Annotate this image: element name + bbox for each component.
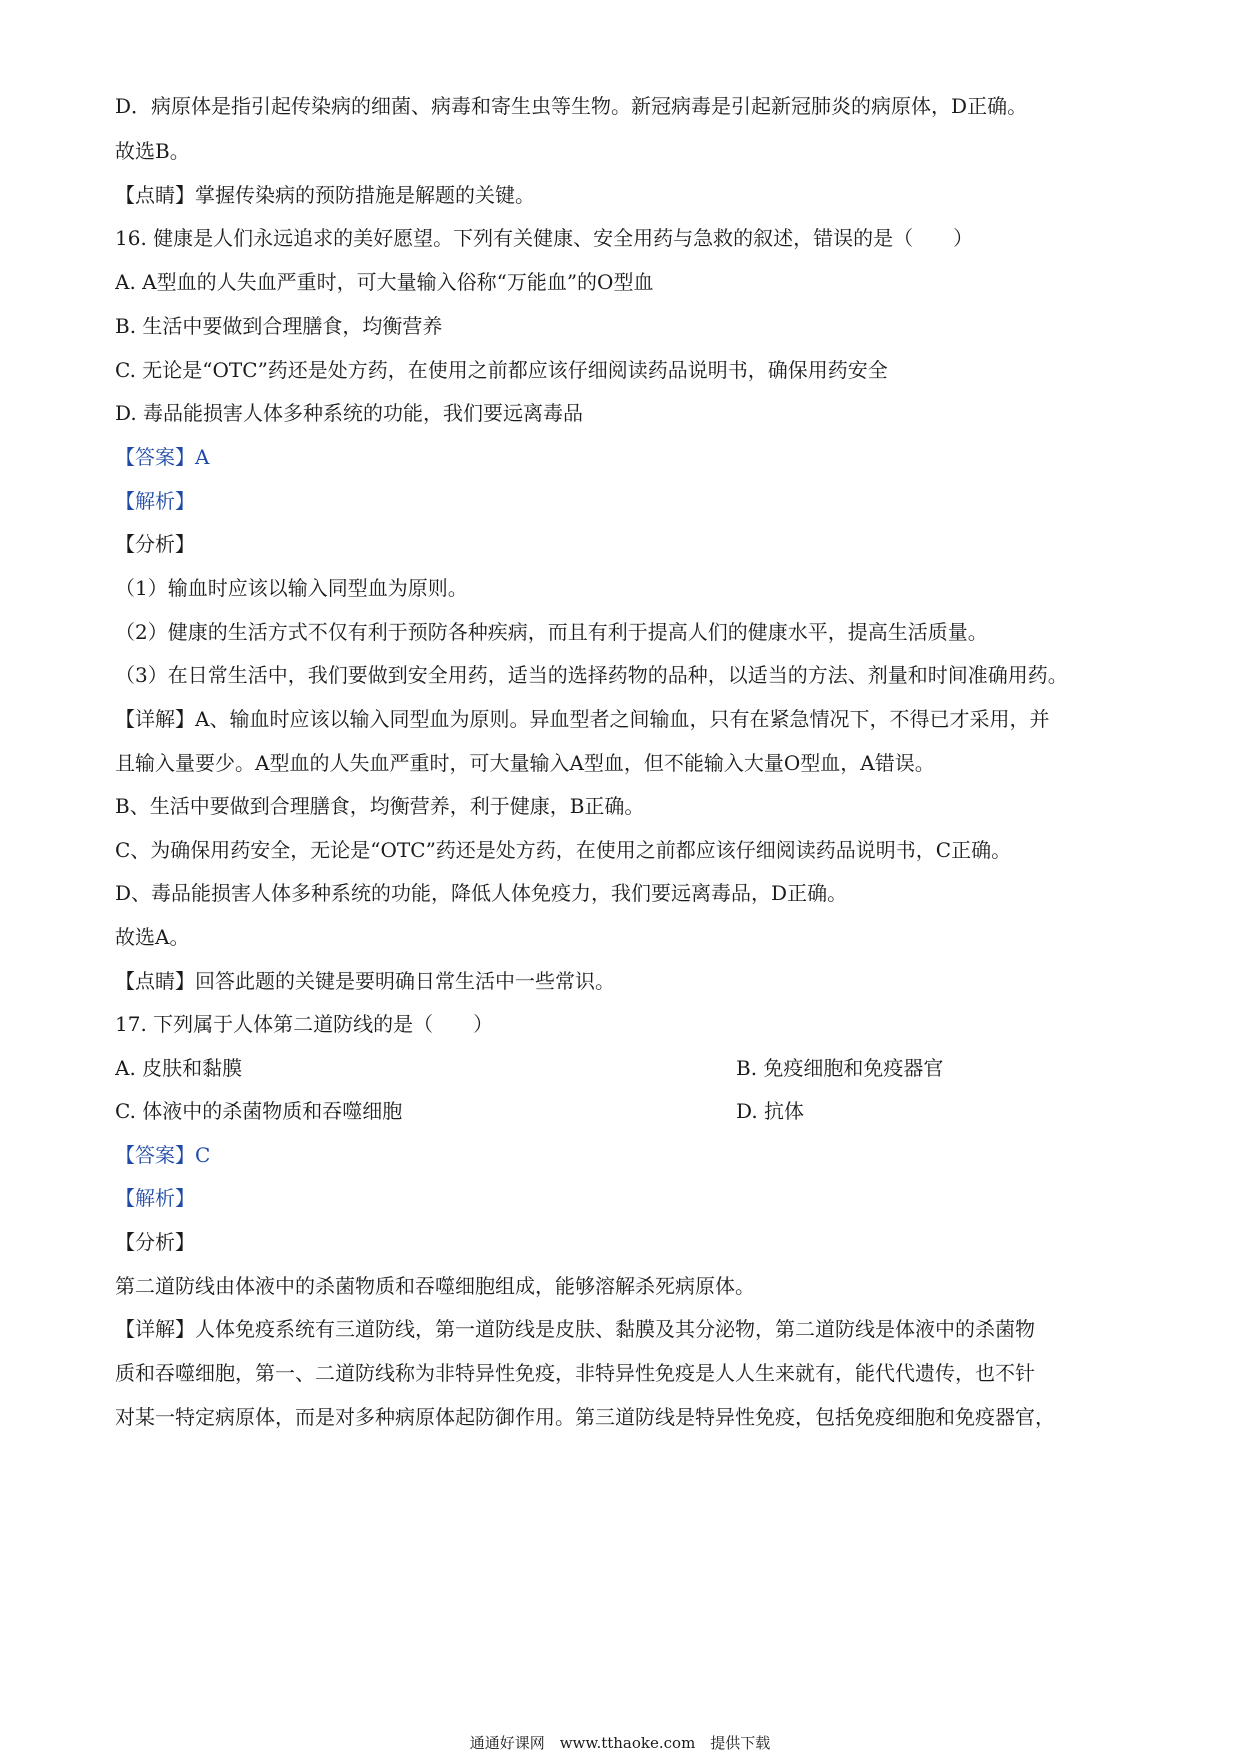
question-17-option-a: A. 皮肤和黏膜 (115, 1056, 243, 1080)
question-16-option-b: B. 生活中要做到合理膳食，均衡营养 (115, 314, 443, 338)
text-line: D、毒品能损害人体多种系统的功能，降低人体免疫力，我们要远离毒品，D正确。 (115, 881, 848, 905)
question-17-options-row-2 (115, 1098, 1135, 1124)
section-label: 【分析】 (115, 532, 195, 556)
text-line: 故选A。 (115, 925, 190, 949)
text-line: 【点睛】回答此题的关键是要明确日常生活中一些常识。 (115, 969, 615, 993)
text-line: D．病原体是指引起传染病的细菌、病毒和寄生虫等生物。新冠病毒是引起新冠肺炎的病原体，D正确。 (115, 94, 1028, 118)
text-line: 【详解】A、输血时应该以输入同型血为原则。异血型者之间输血，只有在紧急情况下，不得已才采用，并 (115, 707, 1050, 731)
question-17-option-d: D. 抗体 (736, 1099, 805, 1123)
analysis-label: 【解析】 (115, 489, 195, 513)
answer-label: 【答案】A (115, 445, 210, 469)
section-label: 【分析】 (115, 1230, 195, 1254)
question-17-option-c: C. 体液中的杀菌物质和吞噬细胞 (115, 1099, 403, 1123)
text-line: （2）健康的生活方式不仅有利于预防各种疾病，而且有利于提高人们的健康水平，提高生活质量。 (115, 620, 988, 644)
text-line: 【点睛】掌握传染病的预防措施是解题的关键。 (115, 183, 535, 207)
text-line: （1）输血时应该以输入同型血为原则。 (115, 576, 468, 600)
text-line: 对某一特定病原体，而是对多种病原体起防御作用。第三道防线是特异性免疫，包括免疫细胞和免疫器官， (115, 1405, 1055, 1429)
text-line: 且输入量要少。A型血的人失血严重时，可大量输入A型血，但不能输入大量O型血，A错误。 (115, 751, 935, 775)
question-17-option-b: B. 免疫细胞和免疫器官 (736, 1056, 944, 1080)
question-16-option-a: A. A型血的人失血严重时，可大量输入俗称“万能血”的O型血 (115, 270, 654, 294)
question-16-option-d: D. 毒品能损害人体多种系统的功能，我们要远离毒品 (115, 401, 584, 425)
question-16-option-c: C. 无论是“OTC”药还是处方药，在使用之前都应该仔细阅读药品说明书，确保用药安全 (115, 358, 888, 382)
text-line: 【详解】人体免疫系统有三道防线，第一道防线是皮肤、黏膜及其分泌物，第二道防线是体液中的杀菌物 (115, 1317, 1035, 1341)
text-line: C、为确保用药安全，无论是“OTC”药还是处方药，在使用之前都应该仔细阅读药品说明书，C正确。 (115, 838, 1012, 862)
text-line: （3）在日常生活中，我们要做到安全用药，适当的选择药物的品种，以适当的方法、剂量和时间准确用药。 (115, 663, 1068, 687)
analysis-label: 【解析】 (115, 1186, 195, 1210)
text-line: B、生活中要做到合理膳食，均衡营养，利于健康，B正确。 (115, 794, 645, 818)
question-17-stem: 17. 下列属于人体第二道防线的是（ ） (115, 1012, 494, 1036)
text-line: 第二道防线由体液中的杀菌物质和吞噬细胞组成，能够溶解杀死病原体。 (115, 1274, 755, 1298)
page-footer: 通通好课网 www.tthaoke.com 提供下载 (469, 1734, 771, 1752)
text-line: 质和吞噬细胞，第一、二道防线称为非特异性免疫，非特异性免疫是人人生来就有，能代代遗传，也不针 (115, 1361, 1035, 1385)
answer-label: 【答案】C (115, 1143, 211, 1167)
question-16-stem: 16. 健康是人们永远追求的美好愿望。下列有关健康、安全用药与急救的叙述，错误的是（ ） (115, 226, 974, 250)
question-17-options-row-1 (115, 1055, 1135, 1081)
text-line: 故选B。 (115, 139, 190, 163)
